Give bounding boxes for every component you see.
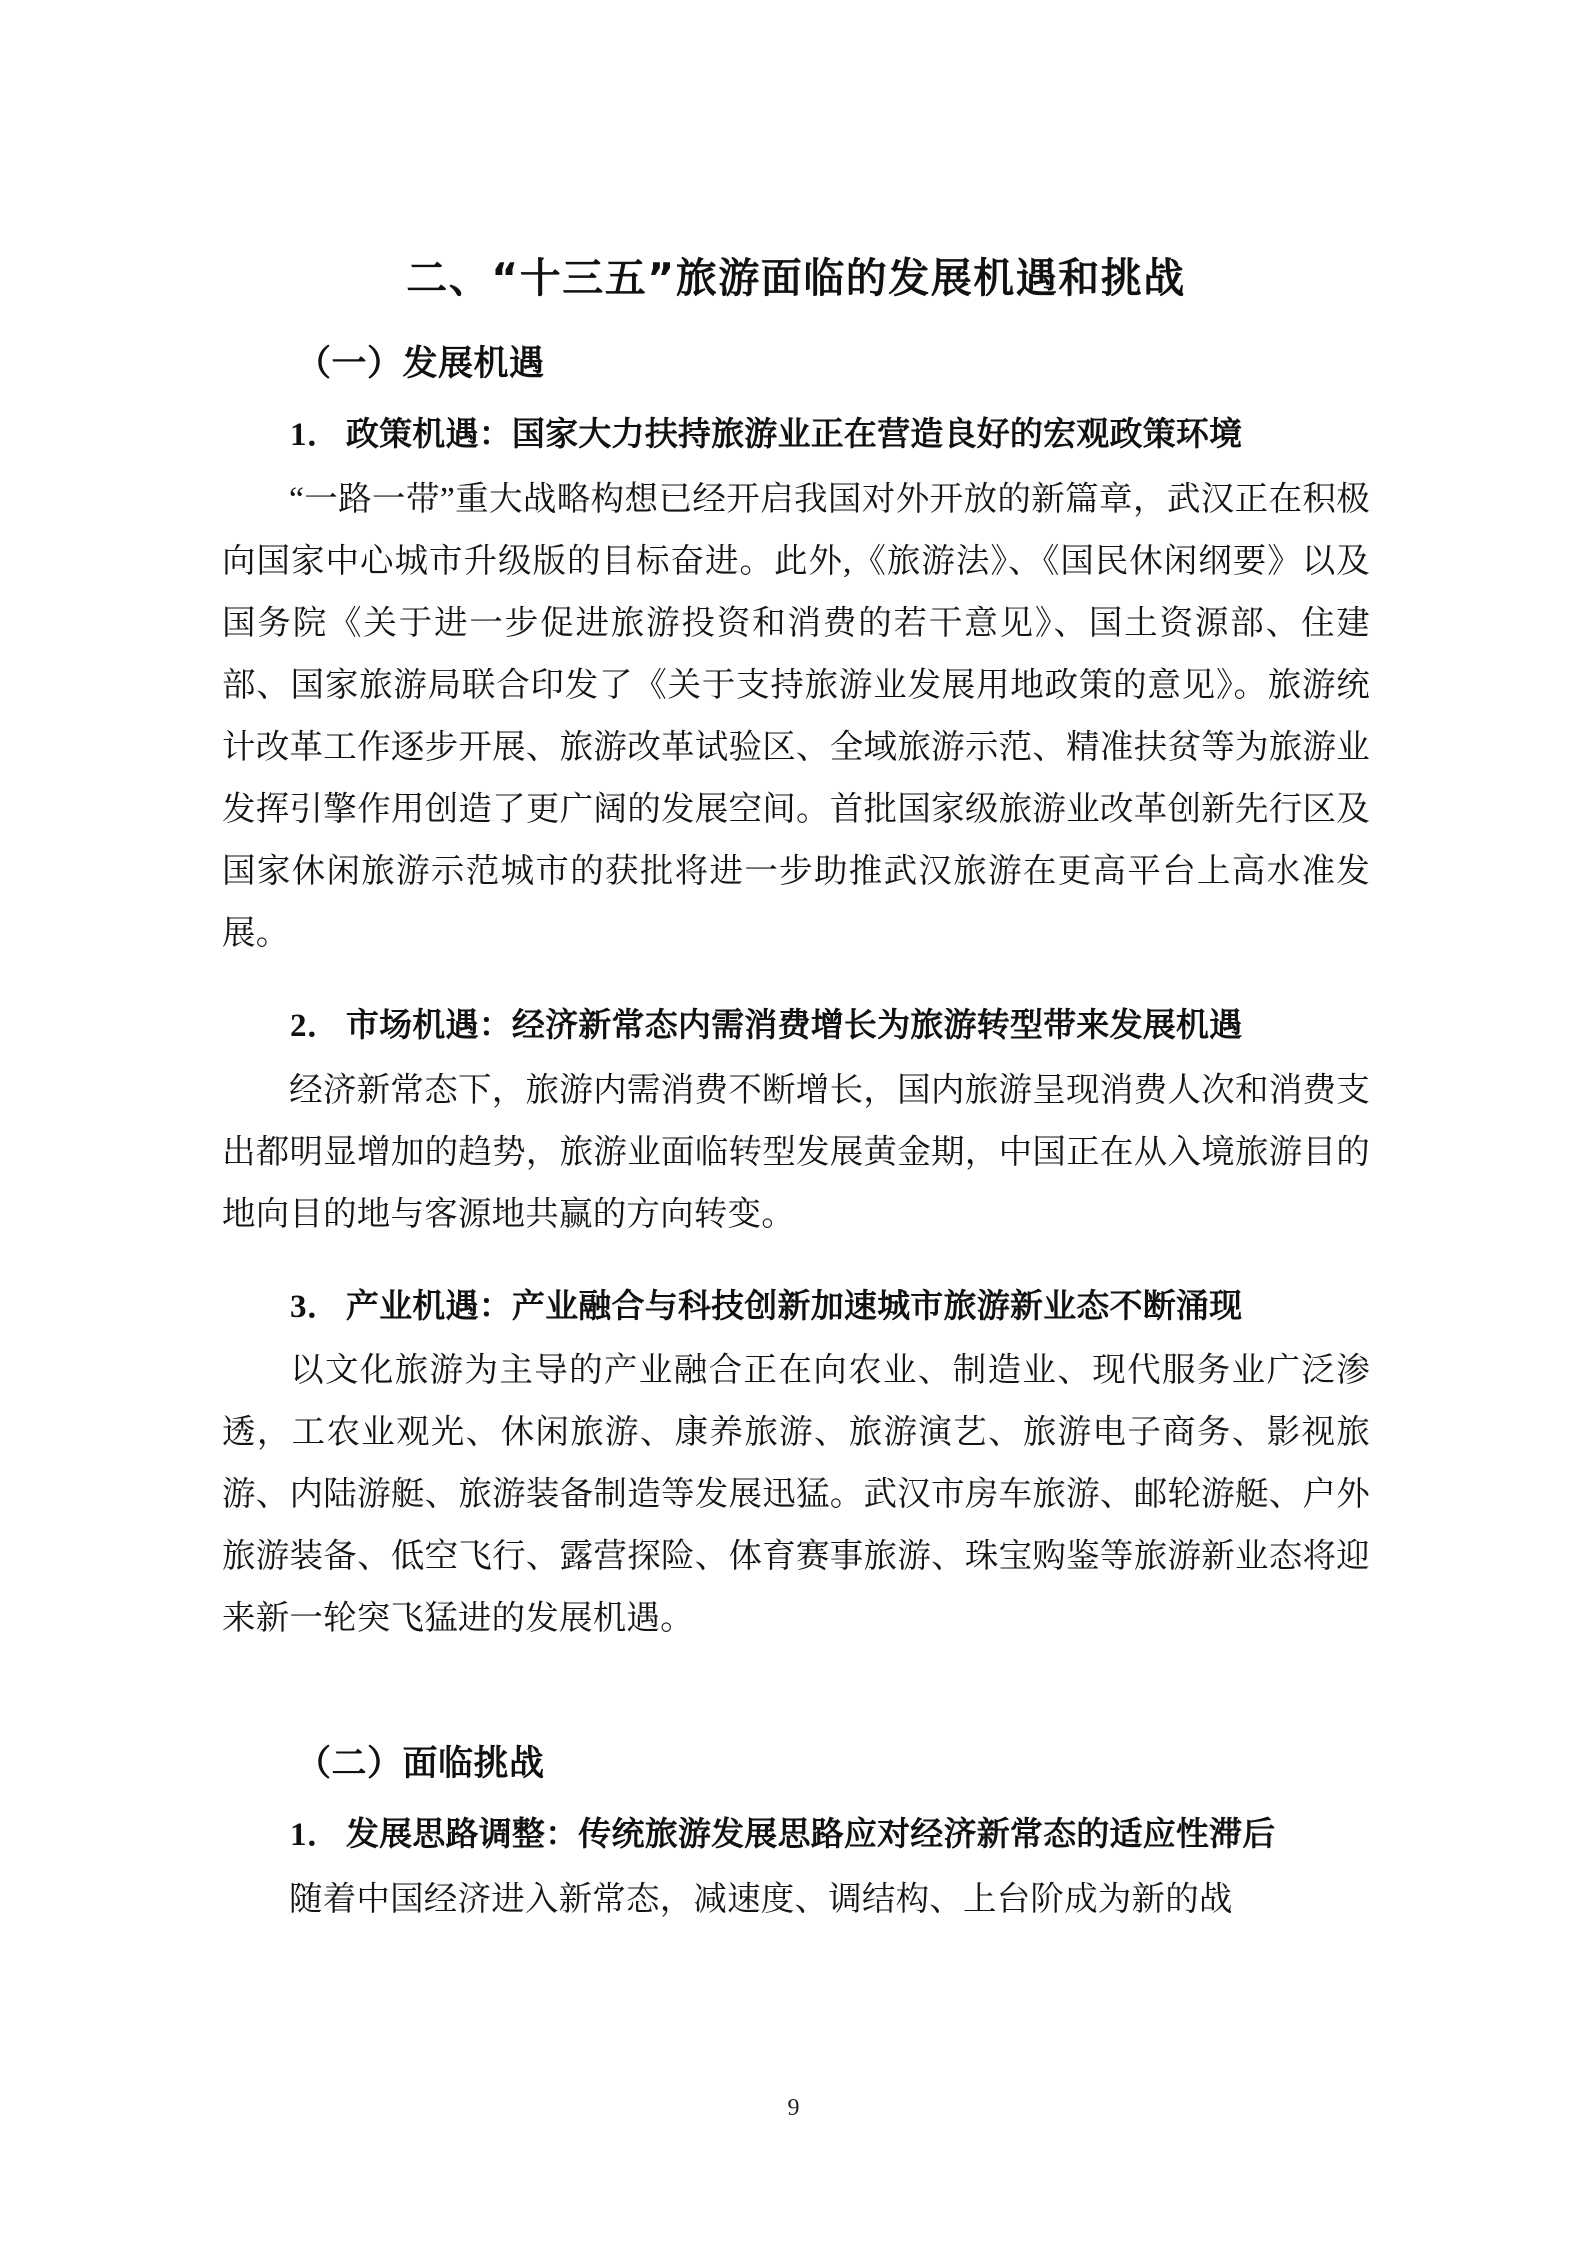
page-number: 9 [787,2095,800,2121]
subsection-heading-industry-opportunity [222,1260,1370,1329]
subsection-heading-development-thinking [222,1788,1370,1857]
subsection-number: 3． [290,1288,340,1325]
paragraph-text: 随着中国经济进入新常态，减速度、调结构、上台阶成为新的战 [289,1880,1233,1918]
subsection-label: 市场机遇：经济新常态内需消费增长为旅游转型带来发展机遇 [345,1007,1243,1044]
paragraph-industry-opportunity [222,1328,1370,1650]
subsection-heading-market-opportunity [222,979,1370,1048]
page-content [222,0,1370,2245]
paragraph-development-thinking [222,1857,1370,1931]
page-title: 二、“十三五”旅游面临的发展机遇和挑战 [406,254,1186,302]
subsection-label: 政策机遇：国家大力扶持旅游业正在营造良好的宏观政策环境 [345,416,1243,453]
paragraph-policy-opportunity [222,457,1370,965]
spacer [222,1246,1370,1260]
paragraph-text: “一路一带”重大战略构想已经开启我国对外开放的新篇章，武汉正在积极向国家中心城市升级版的目标奋进。此外,《旅游法》、《国民休闲纲要》以及国务院《关于进一步促进旅游投资和消费的若干意见》、国土资源部、住建部、国家旅游局联合印发了《关于支持旅游业发展用地政策的意见》。旅游统计改革工作逐步开展、旅游改革试验区、全域旅游示范、精准扶贫等为旅游业发挥引擎作用创造了更广阔的发展空间。首批国家级旅游业改革创新先行区及国家休闲旅游示范城市的获批将进一步助推武汉旅游在更高平台上高水准发展。 [222,480,1370,952]
subsection-number: 1． [290,1816,340,1853]
spacer [222,1650,1370,1704]
subsection-label: 产业机遇：产业融合与科技创新加速城市旅游新业态不断涌现 [345,1288,1243,1325]
section-heading-challenges: （二）面临挑战 [296,1744,545,1785]
paragraph-market-opportunity [222,1048,1370,1246]
paragraph-text: 以文化旅游为主导的产业融合正在向农业、制造业、现代服务业广泛渗透，工农业观光、休闲旅游、康养旅游、旅游演艺、旅游电子商务、影视旅游、内陆游艇、旅游装备制造等发展迅猛。武汉市房车旅游、邮轮游艇、户外旅游装备、低空飞行、露营探险、体育赛事旅游、珠宝购鉴等旅游新业态将迎来新一轮突飞猛进的发展机遇。 [222,1352,1370,1638]
subsection-number: 1． [290,416,340,453]
section-heading-development-opportunities: （一）发展机遇 [296,344,545,385]
subsection-label: 发展思路调整：传统旅游发展思路应对经济新常态的适应性滞后 [345,1816,1276,1853]
paragraph-text: 经济新常态下，旅游内需消费不断增长，国内旅游呈现消费人次和消费支出都明显增加的趋势，旅游业面临转型发展黄金期，中国正在从入境旅游目的地向目的地与客源地共赢的方向转变。 [222,1071,1370,1233]
subsection-heading-policy-opportunity [222,388,1370,457]
subsection-number: 2． [290,1007,340,1044]
spacer [222,965,1370,979]
